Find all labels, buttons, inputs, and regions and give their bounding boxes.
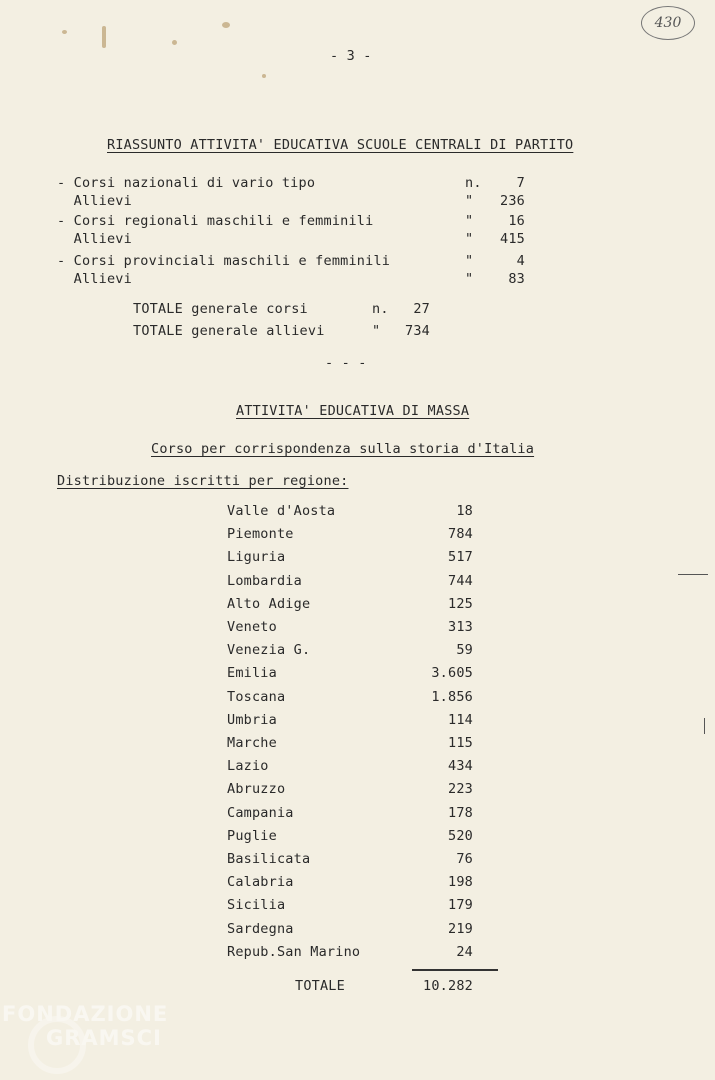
- total-rule: [412, 969, 498, 971]
- total-row-label: TOTALE generale corsi: [133, 301, 308, 317]
- archive-number-stamp: 430: [641, 6, 695, 40]
- region-name: Marche: [227, 735, 277, 751]
- region-name: Calabria: [227, 874, 294, 890]
- section1-row-label: Allievi: [57, 271, 132, 287]
- region-value: 219: [448, 921, 473, 937]
- region-name: Sicilia: [227, 897, 286, 913]
- watermark-line1: FONDAZIONE: [2, 1002, 169, 1026]
- page-number: - 3 -: [330, 48, 372, 64]
- region-value: 114: [448, 712, 473, 728]
- total-row-value: 734: [405, 323, 430, 339]
- total-row-label: TOTALE generale allievi: [133, 323, 325, 339]
- watermark-line2: GRAMSCI: [46, 1026, 162, 1050]
- section1-row-prefix: ": [465, 213, 474, 229]
- region-value: 517: [448, 549, 473, 565]
- region-name: Puglie: [227, 828, 277, 844]
- region-name: Sardegna: [227, 921, 294, 937]
- region-name: Veneto: [227, 619, 277, 635]
- total-label: TOTALE: [295, 978, 345, 994]
- region-name: Venezia G.: [227, 642, 311, 658]
- separator: - - -: [325, 355, 367, 371]
- region-name: Basilicata: [227, 851, 311, 867]
- region-name: Valle d'Aosta: [227, 503, 336, 519]
- total-row-value: 27: [413, 301, 430, 317]
- section1-row-value: 4: [516, 253, 525, 269]
- section1-row-value: 415: [500, 231, 525, 247]
- region-value: 178: [448, 805, 473, 821]
- region-name: Abruzzo: [227, 781, 286, 797]
- section1-row-label: Allievi: [57, 231, 132, 247]
- region-value: 520: [448, 828, 473, 844]
- region-value: 76: [456, 851, 473, 867]
- section1-row-prefix: ": [465, 231, 474, 247]
- section1-row-value: 16: [508, 213, 525, 229]
- region-value: 125: [448, 596, 473, 612]
- region-name: Umbria: [227, 712, 277, 728]
- region-value: 3.605: [431, 665, 473, 681]
- region-name: Campania: [227, 805, 294, 821]
- region-name: Repub.San Marino: [227, 944, 361, 960]
- region-value: 179: [448, 897, 473, 913]
- region-value: 744: [448, 573, 473, 589]
- region-value: 115: [448, 735, 473, 751]
- distribution-label: Distribuzione iscritti per regione:: [57, 473, 349, 489]
- region-name: Lombardia: [227, 573, 302, 589]
- total-row-prefix: n.: [372, 301, 389, 317]
- region-value: 59: [456, 642, 473, 658]
- section1-row-value: 83: [508, 271, 525, 287]
- region-value: 18: [456, 503, 473, 519]
- section1-row-label: Allievi: [57, 193, 132, 209]
- section1-row-label: - Corsi nazionali di vario tipo: [57, 175, 316, 191]
- section1-row-value: 7: [516, 175, 525, 191]
- section1-row-prefix: ": [465, 253, 474, 269]
- region-name: Lazio: [227, 758, 269, 774]
- region-name: Emilia: [227, 665, 277, 681]
- region-value: 24: [456, 944, 473, 960]
- section1-row-label: - Corsi regionali maschili e femminili: [57, 213, 374, 229]
- total-row-prefix: ": [372, 323, 381, 339]
- section1-row-prefix: ": [465, 271, 474, 287]
- section2-subtitle: Corso per corrispondenza sulla storia d'Italia: [151, 441, 535, 457]
- region-name: Liguria: [227, 549, 286, 565]
- region-name: Alto Adige: [227, 596, 311, 612]
- region-value: 784: [448, 526, 473, 542]
- section1-row-label: - Corsi provinciali maschili e femminili: [57, 253, 391, 269]
- region-value: 434: [448, 758, 473, 774]
- region-value: 1.856: [431, 689, 473, 705]
- region-name: Piemonte: [227, 526, 294, 542]
- section1-title: RIASSUNTO ATTIVITA' EDUCATIVA SCUOLE CENTRALI DI PARTITO: [107, 137, 574, 153]
- region-name: Toscana: [227, 689, 286, 705]
- region-value: 198: [448, 874, 473, 890]
- section1-row-prefix: ": [465, 193, 474, 209]
- section1-row-prefix: n.: [465, 175, 482, 191]
- total-value: 10.282: [423, 978, 473, 994]
- region-value: 313: [448, 619, 473, 635]
- watermark-logo: [2, 1002, 202, 1078]
- section2-title: ATTIVITA' EDUCATIVA DI MASSA: [236, 403, 470, 419]
- region-value: 223: [448, 781, 473, 797]
- section1-row-value: 236: [500, 193, 525, 209]
